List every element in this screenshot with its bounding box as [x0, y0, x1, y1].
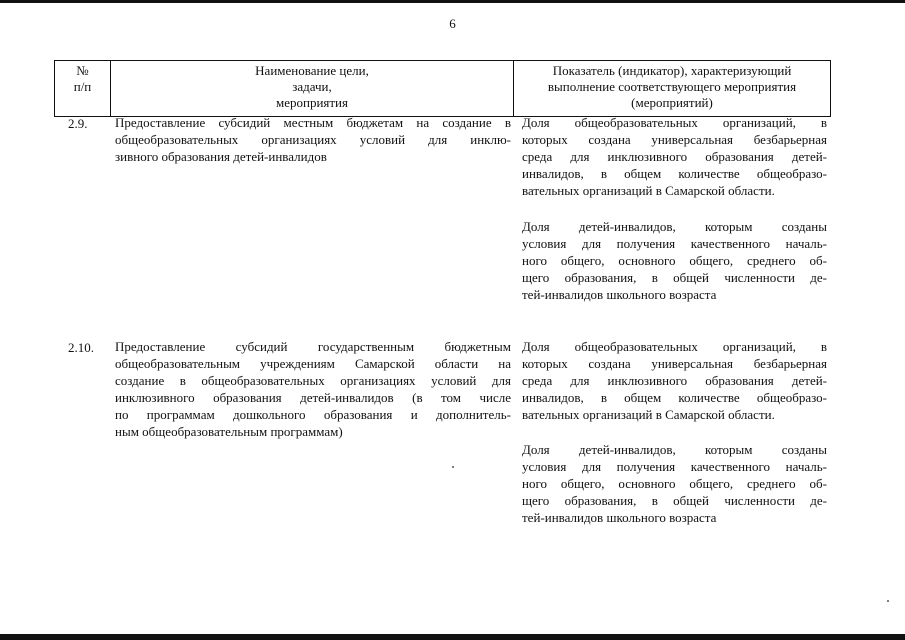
row-number: 2.9. — [68, 116, 88, 131]
row-name-line: Предоставление субсидий местным бюджетам на создание в — [115, 115, 511, 130]
row-name-line: создание в общеобразовательных организациях условий для — [115, 373, 511, 388]
row-indicator-line: инвалидов, в общем количестве общеобразо- — [522, 166, 827, 181]
scan-edge-bottom — [0, 634, 905, 640]
header-col-number-line: п/п — [73, 79, 92, 94]
row-name-line: общеобразовательным учреждениям Самарской области на — [115, 356, 511, 371]
row-indicator-line: условия для получения качественного началь- — [522, 459, 827, 474]
row-name — [115, 338, 511, 440]
row-indicator-line: вательных организаций в Самарской области. — [522, 407, 775, 422]
row-indicator-line: ного общего, основного общего, среднего об- — [522, 476, 827, 491]
header-col-name-line: Наименование цели, — [255, 63, 369, 78]
row-name-line: инклюзивного образования детей-инвалидов (в том числе — [115, 390, 511, 405]
row-name-line: по программам дошкольного образования и дополнитель- — [115, 407, 511, 422]
row-name-line: Предоставление субсидий государственным бюджетным — [115, 339, 511, 354]
row-number: 2.10. — [68, 340, 94, 355]
row-indicator-line: ного общего, основного общего, среднего об- — [522, 253, 827, 268]
row-indicator-line: условия для получения качественного началь- — [522, 236, 827, 251]
row-indicator-1 — [522, 114, 827, 199]
row-indicator-line: Доля общеобразовательных организаций, в — [522, 115, 827, 130]
header-col-indicator — [514, 63, 830, 111]
header-col-indicator-line: Показатель (индикатор), характеризующий — [552, 63, 792, 78]
row-indicator-line: щего образования, в общей численности де- — [522, 493, 827, 508]
row-indicator-2 — [522, 218, 827, 303]
header-col-name-line: задачи, — [292, 79, 332, 94]
row-indicator-line: Доля общеобразовательных организаций, в — [522, 339, 827, 354]
row-indicator-line: Доля детей-инвалидов, которым созданы — [522, 442, 827, 457]
row-indicator-line: которых создана универсальная безбарьерная — [522, 132, 827, 147]
row-indicator-line: среда для инклюзивного образования детей- — [522, 149, 827, 164]
row-name — [115, 114, 511, 165]
row-name-line: зивного образования детей-инвалидов — [115, 149, 327, 164]
scan-speck — [452, 466, 454, 468]
header-col-name — [111, 63, 513, 111]
row-indicator-line: инвалидов, в общем количестве общеобразо- — [522, 390, 827, 405]
scan-edge-top — [0, 0, 905, 3]
header-col-indicator-line: (мероприятий) — [631, 95, 713, 110]
row-name-line: общеобразовательных организациях условий для инклю- — [115, 132, 511, 147]
row-indicator-line: тей-инвалидов школьного возраста — [522, 287, 717, 302]
row-name-line: ным общеобразовательным программам) — [115, 424, 343, 439]
header-col-number-line: № — [76, 63, 89, 78]
header-col-name-line: мероприятия — [275, 95, 348, 110]
row-indicator-line: щего образования, в общей численности де- — [522, 270, 827, 285]
row-indicator-line: среда для инклюзивного образования детей- — [522, 373, 827, 388]
row-indicator-1 — [522, 338, 827, 423]
row-indicator-line: Доля детей-инвалидов, которым созданы — [522, 219, 827, 234]
row-indicator-line: тей-инвалидов школьного возраста — [522, 510, 717, 525]
row-indicator-line: которых создана универсальная безбарьерная — [522, 356, 827, 371]
header-col-number — [55, 63, 110, 95]
page-number: 6 — [449, 16, 456, 31]
header-col-indicator-line: выполнение соответствующего мероприятия — [547, 79, 797, 94]
row-indicator-2 — [522, 441, 827, 526]
table-header — [54, 60, 831, 117]
scan-speck — [887, 600, 889, 602]
row-indicator-line: вательных организаций в Самарской области. — [522, 183, 775, 198]
